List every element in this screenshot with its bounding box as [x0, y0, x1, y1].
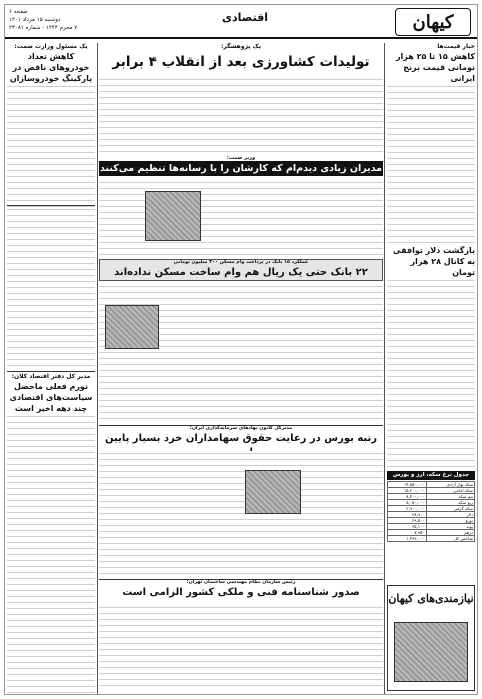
story-body: [99, 605, 383, 691]
lead-headline: تولیدات کشاورزی بعد از انقلاب ۴ برابر: [112, 54, 370, 70]
story-body: [387, 278, 475, 478]
price-label: ربع سکه: [426, 500, 474, 506]
left-story-2: [7, 373, 95, 693]
price-value: ۱۵,۲۰۰,۰۰۰: [388, 488, 427, 494]
price-value: ۲,۹۰۰,۰۰۰: [388, 506, 427, 512]
page-number: صفحه ۶: [9, 9, 28, 15]
price-value: ۵,۰۵۰,۰۰۰: [388, 500, 427, 506]
engineering-story-head: [99, 579, 383, 603]
story-body: [7, 207, 95, 367]
dateline: [9, 8, 89, 32]
story-body: [99, 451, 383, 577]
newspaper-logo: کیهان: [395, 8, 471, 36]
column-rule: [97, 43, 98, 694]
price-row: [388, 536, 475, 542]
lead-body: [99, 77, 383, 153]
ads-logo: نیازمندی‌های کیهان: [388, 592, 474, 605]
price-table-grid: [387, 481, 475, 542]
black-bar-story: [99, 155, 383, 177]
section-title: اقتصادی: [221, 11, 269, 24]
story-headline: رتبه بورس در رعایت حقوق سهامداران خرد بسیار پایین: [104, 433, 377, 444]
story-headline: مدیران زیادی دیدم‌ام که کارشان را با رسانه‌ها تنظیم می‌کنند: [99, 163, 383, 174]
story-kicker: مدیر کل دفتر اقتصاد کلان:: [11, 373, 91, 380]
rule: [7, 205, 95, 206]
story-kicker: رئیس سازمان نظام مهندسی ساختمان تهران:: [186, 580, 296, 585]
date-line-1: دوشنبه ۱۵ مرداد ۱۴۰۱: [9, 17, 61, 23]
story-kicker: مدیرکل کانون نهادهای سرمایه‌گذاری ایران:: [189, 426, 293, 431]
price-value: ۱,۴۹۲,۰۰۰: [388, 536, 427, 542]
photo: [245, 470, 301, 514]
story-kicker: یک مسئول وزارت صمت:: [14, 43, 88, 50]
price-label: سکه بهار آزادی: [426, 482, 474, 488]
right-story-2: [387, 245, 475, 469]
date-line-2: ۷ محرم ۱۴۴۴ - شماره ۲۳۰۸۱: [9, 25, 78, 31]
left-story-1: [7, 43, 95, 203]
price-value: ۳۵,۱۰۰: [388, 524, 427, 530]
price-label: دلار: [426, 512, 474, 518]
story-headline: کاهش تعداد خودروهای ناقص در پارکینگ خودروسازان: [9, 52, 93, 83]
right-story-1: [387, 43, 475, 243]
masthead: [5, 5, 477, 39]
story-body: [7, 84, 95, 208]
price-label: سکه گرمی: [426, 506, 474, 512]
price-label: سکه امامی: [426, 488, 474, 494]
story-kicker: عملکرد ۱۵ بانک در پرداخت وام مسکن ۳۰۰ میلیون تومانی: [173, 260, 309, 265]
price-value: ۲۹,۵۰۰: [388, 518, 427, 524]
photo: [105, 305, 159, 349]
price-value: ۲۸,۹۰۰: [388, 512, 427, 518]
price-label: شاخص کل: [426, 536, 474, 542]
story-body: [387, 84, 475, 244]
story-headline: تورم فعلی ماحصل سیاست‌های اقتصادی چند دهه اخیر است: [9, 382, 93, 413]
price-value: ۱۴,۸۵۰,۰۰۰: [388, 482, 427, 488]
story-kicker: خبار قیمت‌ها: [437, 43, 475, 50]
ads-image: [394, 622, 468, 682]
price-value: ۸,۴۰۰,۰۰۰: [388, 494, 427, 500]
price-label: پوند: [426, 524, 474, 530]
story-headline: صدور شناسنامه فنی و ملکی کشور الزامی است: [122, 587, 360, 598]
column-rule: [384, 43, 385, 694]
rule: [7, 371, 95, 372]
story-headline: ۲۲ بانک حتی یک ریال هم وام ساخت مسکن نداده‌اند: [114, 267, 368, 278]
bourse-story-head: [99, 425, 383, 449]
price-table: [387, 481, 475, 581]
price-label: نیم سکه: [426, 494, 474, 500]
lead-story-head: [99, 43, 383, 75]
story-kicker: وزیر صمت:: [226, 155, 256, 161]
story-headline: کاهش ۱۵ تا ۲۵ هزار تومانی قیمت برنج ایرانی: [395, 52, 475, 83]
price-value: ۷,۹۵۰: [388, 530, 427, 536]
story-headline: بازگشت دلار توافقی به کانال ۲۸ هزار تومان: [393, 246, 475, 277]
left-filler: [7, 207, 95, 369]
price-label: یورو: [426, 518, 474, 524]
story-body: [99, 180, 383, 256]
lead-kicker: یک پژوهشگر:: [220, 43, 262, 50]
photo: [145, 191, 201, 241]
newspaper-page: [4, 4, 478, 695]
story-body: [7, 414, 95, 694]
bank-story-head: [99, 259, 383, 281]
ads-box: [387, 585, 475, 691]
price-label: درهم: [426, 530, 474, 536]
price-table-title: جدول نرخ سکه، ارز و بورس: [387, 471, 475, 480]
